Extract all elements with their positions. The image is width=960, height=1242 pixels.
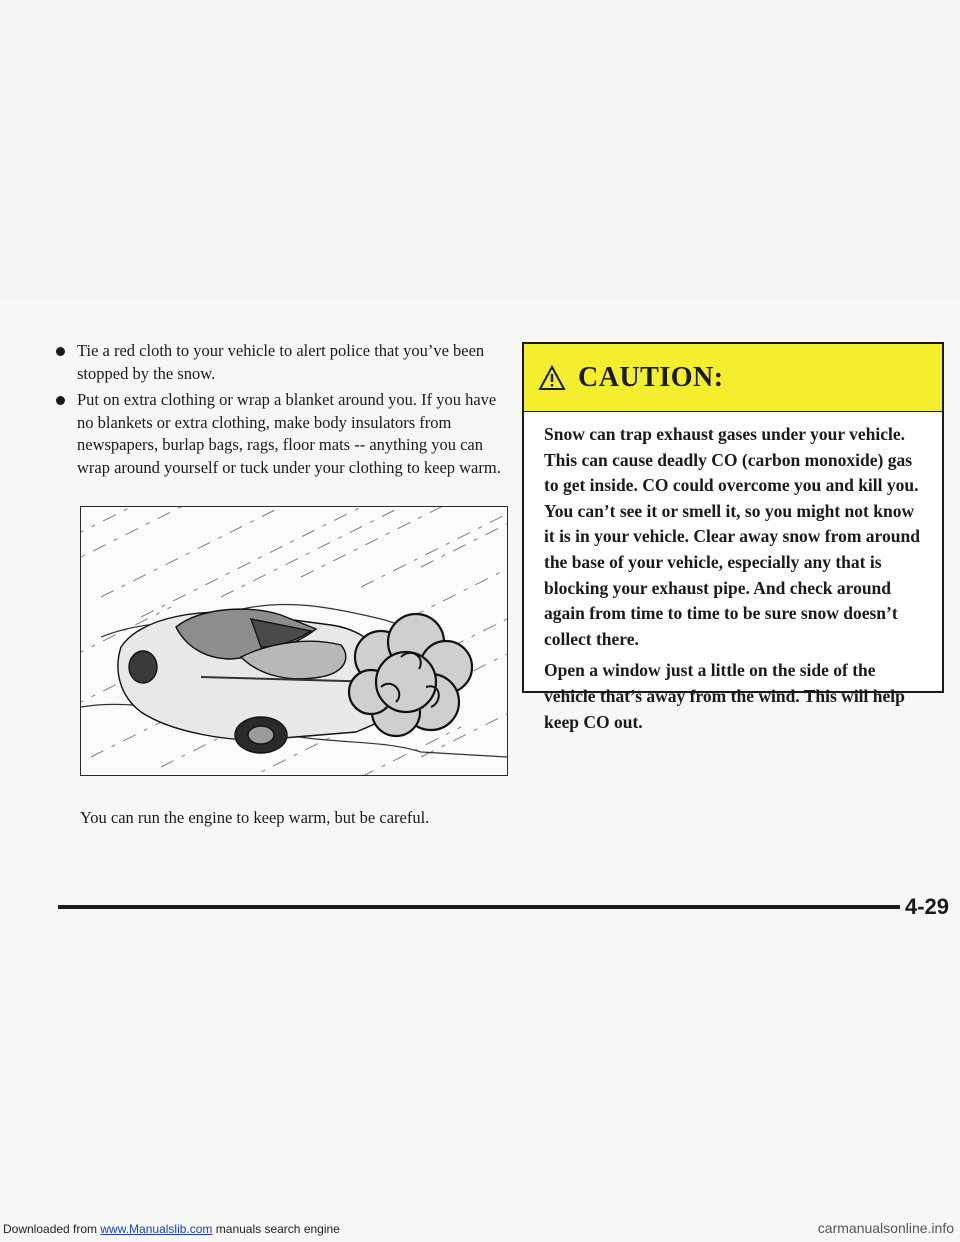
- bullet-item: [58, 389, 508, 479]
- bullet-item: [58, 340, 508, 385]
- caution-paragraph: Snow can trap exhaust gases under your vehicle. This can cause deadly CO (carbon monoxide) gas to get inside. CO could overcome you and kill you. You can’t see it or smell it, so you might not know it is in your vehicle. Clear away snow from around the base of your vehicle, especially any that is blocking your exhaust pipe. And check around again from time to time to be sure snow doesn’t collect there.: [544, 424, 920, 649]
- caution-title: CAUTION:: [578, 361, 724, 393]
- run-engine-text: You can run the engine to keep warm, but be careful.: [80, 808, 430, 827]
- snowbound-car-illustration: [80, 506, 508, 776]
- warning-triangle-icon: [538, 365, 566, 391]
- bottom-margin: [0, 945, 960, 1242]
- caution-box: [522, 342, 944, 732]
- download-bar: [0, 1215, 960, 1242]
- footer-rule: [58, 905, 900, 909]
- bullet-list: [58, 340, 508, 483]
- bullet-text: Tie a red cloth to your vehicle to alert police that you’ve been stopped by the snow.: [77, 341, 485, 383]
- caution-paragraph: Open a window just a little on the side of the vehicle that’s away from the wind. This will help keep CO out.: [544, 660, 905, 732]
- page-number: 4-29: [905, 894, 950, 919]
- watermark-text: carmanualsonline.info: [817, 1220, 954, 1236]
- bullet-text: Put on extra clothing or wrap a blanket around you. If you have no blankets or extra clothing, make body insulators from newspapers, burlap bags, rags, floor mats -- anything you can wrap around yourself or tuck under your clothing to keep warm.: [77, 390, 501, 477]
- caution-body: [524, 412, 942, 735]
- top-margin: [0, 0, 960, 300]
- bullet-dot-icon: [56, 396, 65, 405]
- download-prefix: Downloaded from: [3, 1222, 101, 1236]
- download-source: [3, 1222, 340, 1236]
- car-exhaust-in-snow-image: [81, 507, 507, 775]
- bullet-dot-icon: [56, 347, 65, 356]
- manualslib-link[interactable]: www.Manualslib.com: [100, 1222, 213, 1236]
- caution-header: [524, 344, 942, 412]
- download-suffix: manuals search engine: [212, 1222, 340, 1236]
